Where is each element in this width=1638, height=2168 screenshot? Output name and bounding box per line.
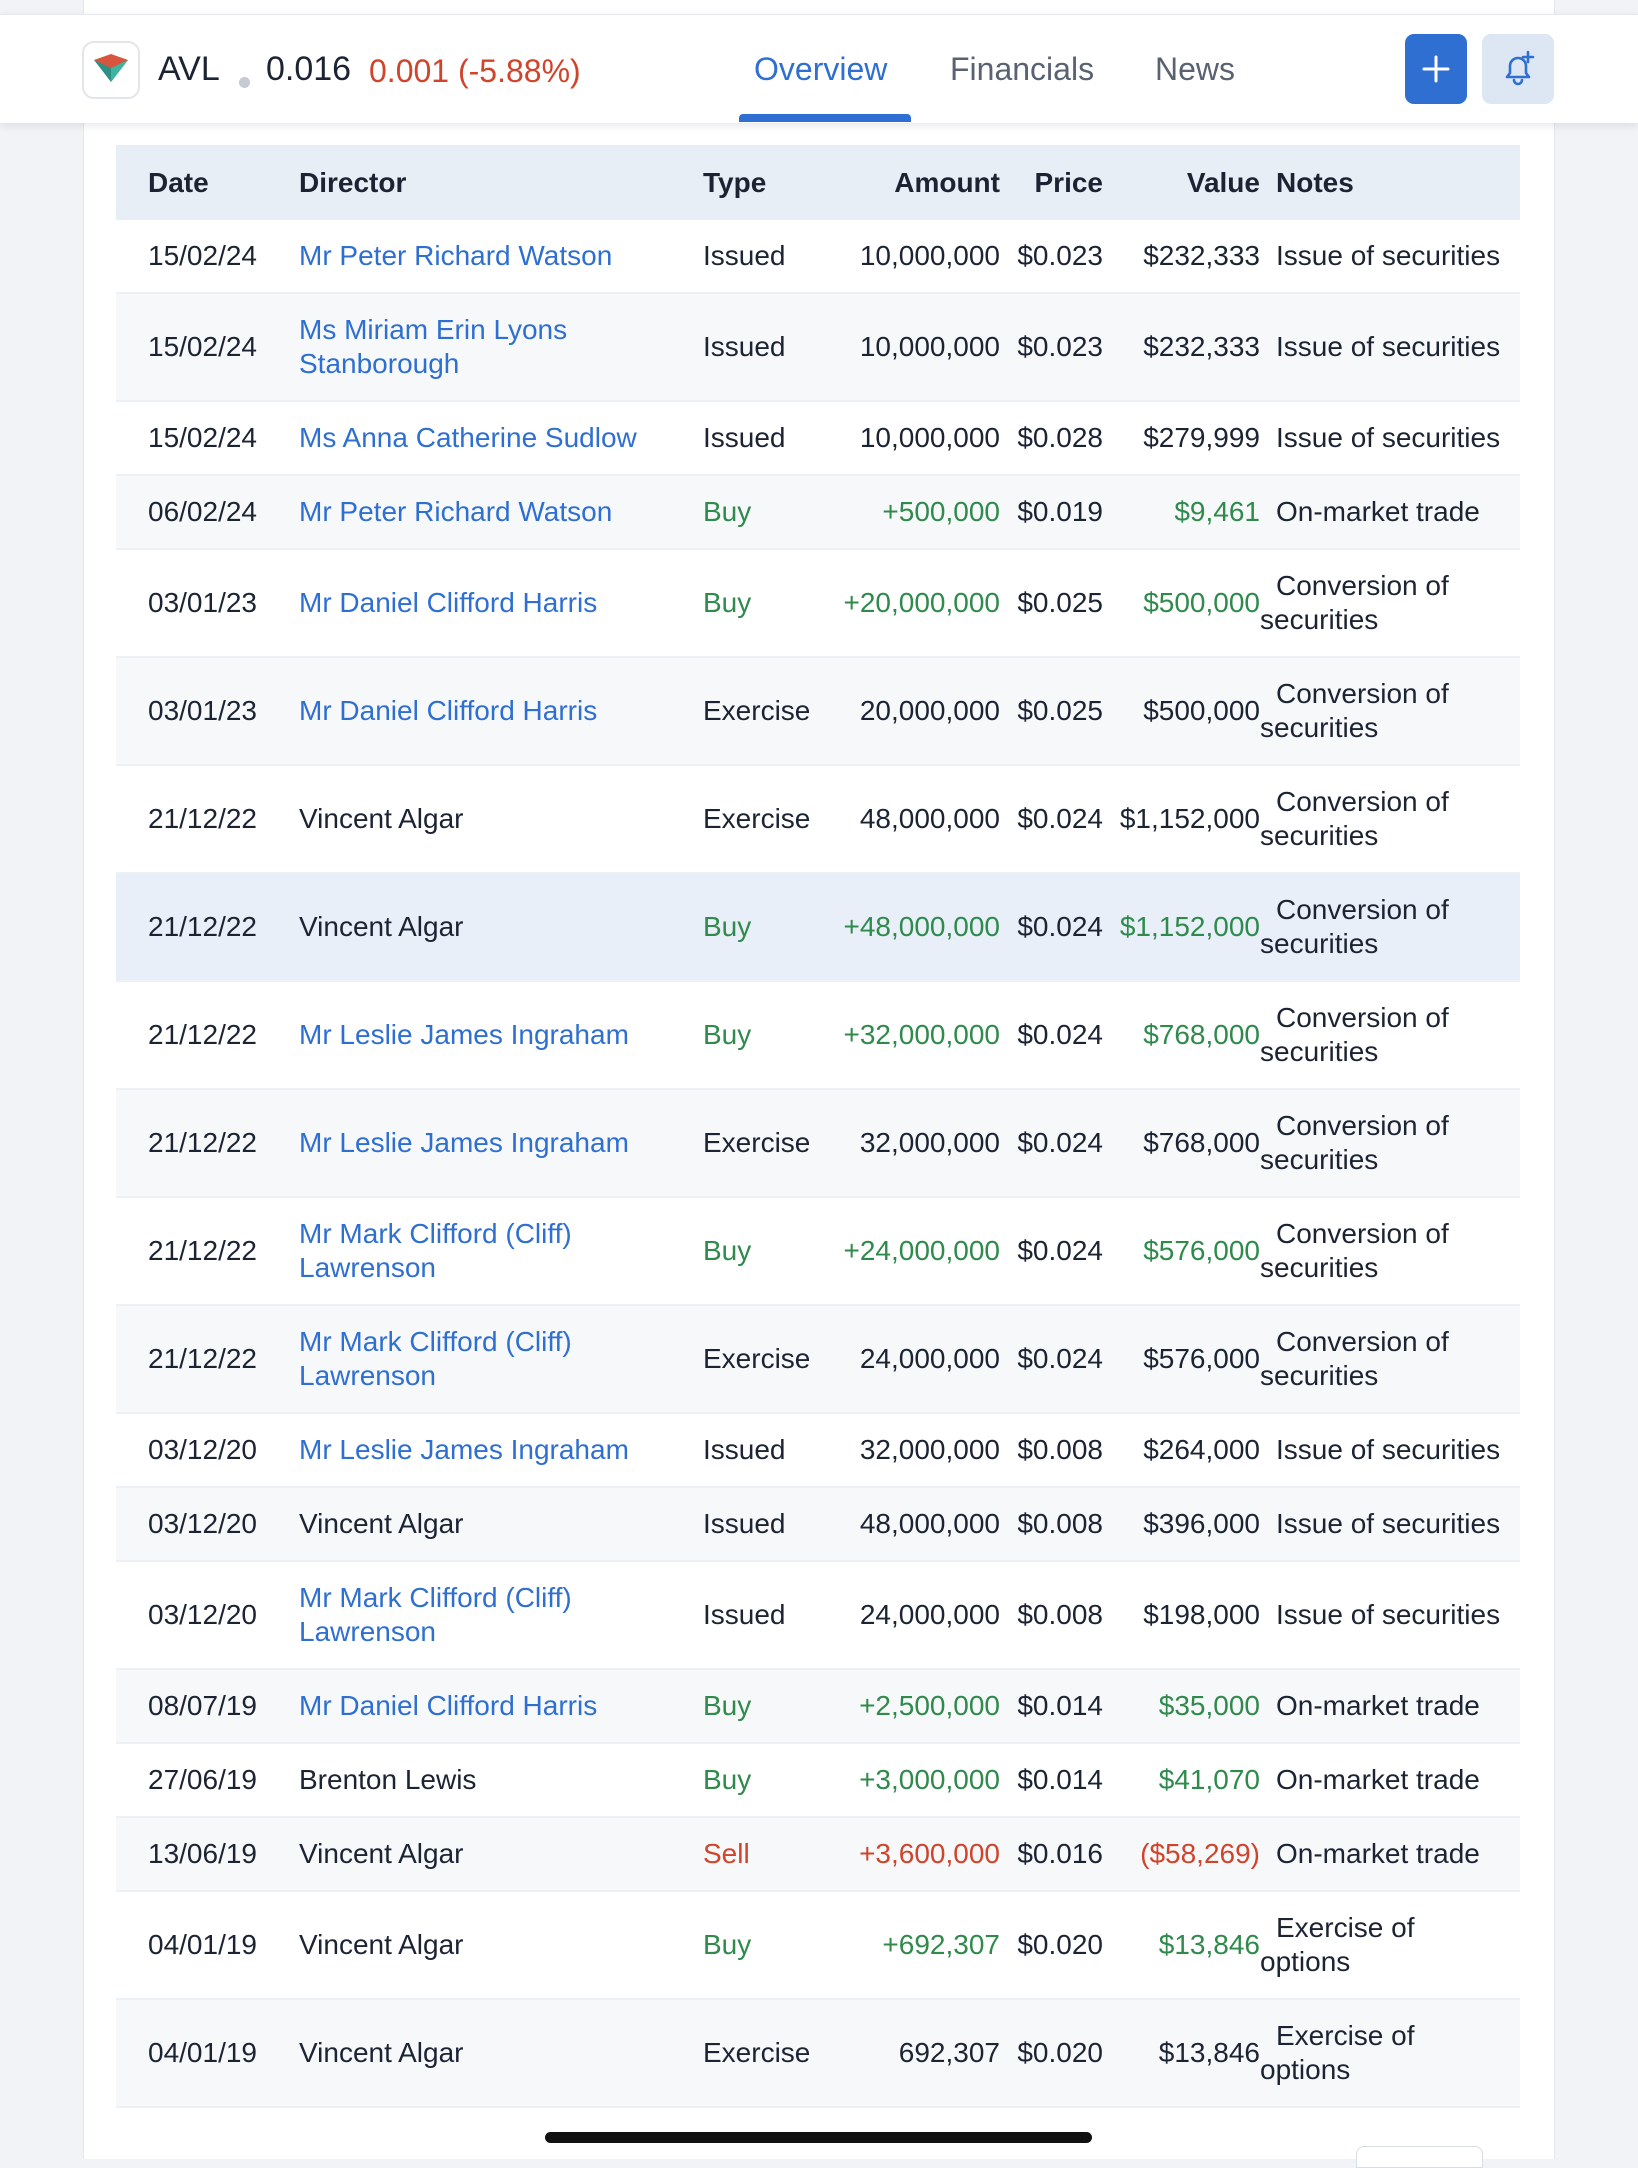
cell-date: 21/12/22 [116,981,282,1089]
ticker-symbol: AVL [158,50,220,88]
cell-date: 15/02/24 [116,220,282,293]
cell-notes [1260,1743,1520,1817]
add-button[interactable] [1405,34,1467,104]
cell-value: $576,000 [1103,1305,1260,1413]
cell-value: $264,000 [1103,1413,1260,1487]
cell-date: 08/07/19 [116,1669,282,1743]
cell-value: $1,152,000 [1103,873,1260,981]
bell-plus-icon [1496,47,1540,91]
director-link[interactable]: Lawrenson [299,1252,436,1283]
cell-type: Sell [697,1817,814,1891]
cell-director [282,1089,697,1197]
cell-date: 21/12/22 [116,765,282,873]
column-header-amount[interactable]: Amount [894,166,1000,198]
cell-price: $0.008 [1000,1561,1103,1669]
cell-value: $13,846 [1103,1999,1260,2107]
table-row[interactable] [116,765,1520,873]
notes-line: On-market trade [1276,496,1480,527]
table-row[interactable] [116,657,1520,765]
cell-type: Buy [697,1197,814,1305]
cell-notes [1260,1487,1520,1561]
cell-notes [1260,549,1520,657]
cell-notes [1260,1561,1520,1669]
notes-line: options [1260,1946,1351,1977]
director-link[interactable]: Mr Peter Richard Watson [299,240,613,271]
director-link[interactable]: Mr Daniel Clifford Harris [299,587,598,618]
table-row[interactable] [116,1561,1520,1669]
cell-director [282,981,697,1089]
cell-amount: 32,000,000 [814,1413,1000,1487]
cell-price: $0.028 [1000,401,1103,475]
cell-amount: +2,500,000 [814,1669,1000,1743]
cell-price: $0.008 [1000,1487,1103,1561]
cell-notes [1260,1891,1520,1999]
notes-line: Conversion of [1276,570,1449,601]
separator-dot [239,77,250,88]
cell-type: Issued [697,293,814,401]
cell-price: $0.016 [1000,1817,1103,1891]
cell-amount: 692,307 [814,1999,1000,2107]
column-header-date[interactable]: Date [148,166,209,198]
director-link[interactable]: Mr Mark Clifford (Cliff) [299,1326,572,1357]
cell-amount: +20,000,000 [814,549,1000,657]
notes-line: Exercise of [1276,2020,1415,2051]
table-row[interactable] [116,1743,1520,1817]
cell-value: ($58,269) [1103,1817,1260,1891]
table-row[interactable] [116,1891,1520,1999]
cell-value: $768,000 [1103,1089,1260,1197]
cell-price: $0.025 [1000,657,1103,765]
cell-amount: +3,000,000 [814,1743,1000,1817]
cell-amount: +24,000,000 [814,1197,1000,1305]
notes-line: On-market trade [1276,1690,1480,1721]
notes-line: Conversion of [1276,1218,1449,1249]
cell-amount: 24,000,000 [814,1561,1000,1669]
cell-type: Issued [697,1413,814,1487]
table-row[interactable] [116,1487,1520,1561]
active-tab-indicator [739,114,911,122]
last-price: 0.016 [266,50,352,88]
column-header-notes[interactable]: Notes [1276,166,1354,198]
cell-price: $0.024 [1000,873,1103,981]
cell-notes [1260,873,1520,981]
cell-director [282,765,697,873]
notes-line: Issue of securities [1276,1599,1501,1630]
cell-director [282,1891,697,1999]
cell-director [282,1561,697,1669]
cell-amount: 10,000,000 [814,401,1000,475]
cell-date: 21/12/22 [116,873,282,981]
notes-line: securities [1260,928,1379,959]
cell-type: Buy [697,1743,814,1817]
cell-director [282,1305,697,1413]
director-link[interactable]: Stanborough [299,348,460,379]
cell-type: Exercise [697,1089,814,1197]
director-link[interactable]: Mr Leslie James Ingraham [299,1019,629,1050]
cell-director [282,1487,697,1561]
plus-icon [1421,54,1451,84]
cell-date: 03/12/20 [116,1413,282,1487]
cell-director [282,1743,697,1817]
cell-type: Buy [697,475,814,549]
notes-line: options [1260,2054,1351,2085]
cell-date: 04/01/19 [116,1999,282,2107]
cell-director [282,220,697,293]
cell-value: $198,000 [1103,1561,1260,1669]
director-name: Vincent Algar [299,1508,464,1539]
cell-amount: 32,000,000 [814,1089,1000,1197]
cell-type: Exercise [697,765,814,873]
cell-date: 21/12/22 [116,1197,282,1305]
cell-type: Issued [697,1561,814,1669]
cell-price: $0.008 [1000,1413,1103,1487]
notes-line: Conversion of [1276,1110,1449,1141]
cell-type: Buy [697,549,814,657]
cell-director [282,1197,697,1305]
cell-amount: 20,000,000 [814,657,1000,765]
column-header-value[interactable]: Value [1186,166,1260,198]
director-link[interactable]: Mr Mark Clifford (Cliff) [299,1582,572,1613]
cell-director [282,293,697,401]
cell-notes [1260,1197,1520,1305]
cell-amount: +3,600,000 [814,1817,1000,1891]
cell-price: $0.014 [1000,1669,1103,1743]
cell-value: $279,999 [1103,401,1260,475]
notes-line: Issue of securities [1276,331,1501,362]
cell-value: $1,152,000 [1103,765,1260,873]
cell-date: 27/06/19 [116,1743,282,1817]
table-row[interactable] [116,1089,1520,1197]
director-link[interactable]: Ms Anna Catherine Sudlow [299,422,637,453]
cell-notes [1260,220,1520,293]
notes-line: Conversion of [1276,1002,1449,1033]
cell-director [282,1669,697,1743]
cell-price: $0.024 [1000,981,1103,1089]
director-name: Vincent Algar [299,911,464,942]
cell-date: 21/12/22 [116,1305,282,1413]
cell-price: $0.023 [1000,293,1103,401]
home-indicator [545,2132,1092,2143]
cell-type: Exercise [697,1305,814,1413]
notes-line: Conversion of [1276,1326,1449,1357]
cell-notes [1260,657,1520,765]
table-row[interactable] [116,549,1520,657]
cell-notes [1260,1305,1520,1413]
notes-line: Issue of securities [1276,422,1501,453]
notes-line: securities [1260,712,1379,743]
cell-price: $0.024 [1000,1197,1103,1305]
director-link[interactable]: Mr Daniel Clifford Harris [299,1690,598,1721]
cell-director [282,1413,697,1487]
notes-line: securities [1260,1036,1379,1067]
table-row[interactable] [116,401,1520,475]
table-header-row [116,145,1520,220]
cell-type: Exercise [697,1999,814,2107]
cell-value: $232,333 [1103,293,1260,401]
cell-price: $0.024 [1000,1089,1103,1197]
cell-notes [1260,475,1520,549]
cell-amount: 48,000,000 [814,765,1000,873]
cell-notes [1260,981,1520,1089]
cell-amount: 24,000,000 [814,1305,1000,1413]
cell-notes [1260,401,1520,475]
price-change: 0.001 (-5.88%) [369,53,581,89]
notes-line: On-market trade [1276,1764,1480,1795]
notes-line: securities [1260,1144,1379,1175]
cell-price: $0.014 [1000,1743,1103,1817]
cell-value: $41,070 [1103,1743,1260,1817]
notes-line: securities [1260,604,1379,635]
cell-amount: +48,000,000 [814,873,1000,981]
cell-notes [1260,1089,1520,1197]
cell-date: 21/12/22 [116,1089,282,1197]
cell-amount: 48,000,000 [814,1487,1000,1561]
cell-price: $0.020 [1000,1891,1103,1999]
table-row[interactable] [116,220,1520,293]
cell-type: Buy [697,981,814,1089]
cell-type: Buy [697,873,814,981]
cell-director [282,657,697,765]
cell-value: $576,000 [1103,1197,1260,1305]
notes-line: Issue of securities [1276,240,1501,271]
cell-director [282,549,697,657]
cell-value: $13,846 [1103,1891,1260,1999]
cell-date: 15/02/24 [116,293,282,401]
cell-notes [1260,1817,1520,1891]
director-link[interactable]: Ms Miriam Erin Lyons [299,314,568,345]
cell-price: $0.024 [1000,765,1103,873]
column-header-price[interactable]: Price [1034,166,1103,198]
table-row[interactable] [116,1305,1520,1413]
cell-value: $768,000 [1103,981,1260,1089]
cell-date: 03/01/23 [116,549,282,657]
cell-value: $35,000 [1103,1669,1260,1743]
director-name: Vincent Algar [299,1838,464,1869]
cell-type: Buy [697,1891,814,1999]
notes-line: securities [1260,820,1379,851]
notes-line: Conversion of [1276,786,1449,817]
column-header-type[interactable]: Type [703,166,767,198]
director-link[interactable]: Mr Peter Richard Watson [299,496,613,527]
director-name: Vincent Algar [299,803,464,834]
logo-icon [89,48,133,92]
cell-type: Issued [697,1487,814,1561]
cell-price: $0.024 [1000,1305,1103,1413]
table-row[interactable] [116,981,1520,1089]
cell-date: 15/02/24 [116,401,282,475]
cell-notes [1260,765,1520,873]
cell-type: Issued [697,401,814,475]
cell-value: $9,461 [1103,475,1260,549]
cell-amount: +500,000 [814,475,1000,549]
cell-notes [1260,1413,1520,1487]
director-link[interactable]: Mr Leslie James Ingraham [299,1127,629,1158]
tab-news[interactable]: News [1155,51,1236,87]
cell-type: Exercise [697,657,814,765]
notes-line: Exercise of [1276,1912,1415,1943]
table-row[interactable] [116,475,1520,549]
cell-value: $396,000 [1103,1487,1260,1561]
bottom-chip [1356,2146,1483,2168]
cell-value: $500,000 [1103,657,1260,765]
cell-date: 13/06/19 [116,1817,282,1891]
cell-director [282,401,697,475]
cell-price: $0.019 [1000,475,1103,549]
notes-line: Conversion of [1276,678,1449,709]
cell-date: 03/12/20 [116,1487,282,1561]
director-link[interactable]: Lawrenson [299,1360,436,1391]
director-link[interactable]: Lawrenson [299,1616,436,1647]
director-link[interactable]: Mr Leslie James Ingraham [299,1434,629,1465]
column-header-director[interactable]: Director [299,166,407,198]
cell-director [282,1999,697,2107]
tab-financials[interactable]: Financials [950,51,1095,87]
cell-director [282,1817,697,1891]
cell-amount: +692,307 [814,1891,1000,1999]
cell-type: Buy [697,1669,814,1743]
notes-line: Conversion of [1276,894,1449,925]
cell-date: 03/12/20 [116,1561,282,1669]
notes-line: securities [1260,1252,1379,1283]
notes-line: Issue of securities [1276,1508,1501,1539]
cell-date: 06/02/24 [116,475,282,549]
cell-director [282,873,697,981]
table-row[interactable] [116,1999,1520,2107]
add-alert-button[interactable] [1482,34,1554,104]
cell-amount: 10,000,000 [814,220,1000,293]
notes-line: On-market trade [1276,1838,1480,1869]
cell-date: 03/01/23 [116,657,282,765]
table-row[interactable] [116,873,1520,981]
table-row[interactable] [116,293,1520,401]
director-transactions-table [116,145,1520,2108]
director-link[interactable]: Mr Daniel Clifford Harris [299,695,598,726]
company-logo[interactable] [82,41,140,99]
table-row[interactable] [116,1413,1520,1487]
cell-amount: 10,000,000 [814,293,1000,401]
director-name: Brenton Lewis [299,1764,477,1795]
table-row[interactable] [116,1197,1520,1305]
top-bar [0,14,1638,123]
director-name: Vincent Algar [299,1929,464,1960]
cell-notes [1260,293,1520,401]
tab-overview[interactable]: Overview [754,51,888,87]
table-row[interactable] [116,1817,1520,1891]
cell-notes [1260,1999,1520,2107]
table-row[interactable] [116,1669,1520,1743]
cell-price: $0.025 [1000,549,1103,657]
cell-date: 04/01/19 [116,1891,282,1999]
cell-amount: +32,000,000 [814,981,1000,1089]
cell-director [282,475,697,549]
cell-value: $232,333 [1103,220,1260,293]
notes-line: securities [1260,1360,1379,1391]
cell-price: $0.023 [1000,220,1103,293]
director-name: Vincent Algar [299,2037,464,2068]
cell-price: $0.020 [1000,1999,1103,2107]
director-link[interactable]: Mr Mark Clifford (Cliff) [299,1218,572,1249]
cell-notes [1260,1669,1520,1743]
notes-line: Issue of securities [1276,1434,1501,1465]
cell-value: $500,000 [1103,549,1260,657]
cell-type: Issued [697,220,814,293]
